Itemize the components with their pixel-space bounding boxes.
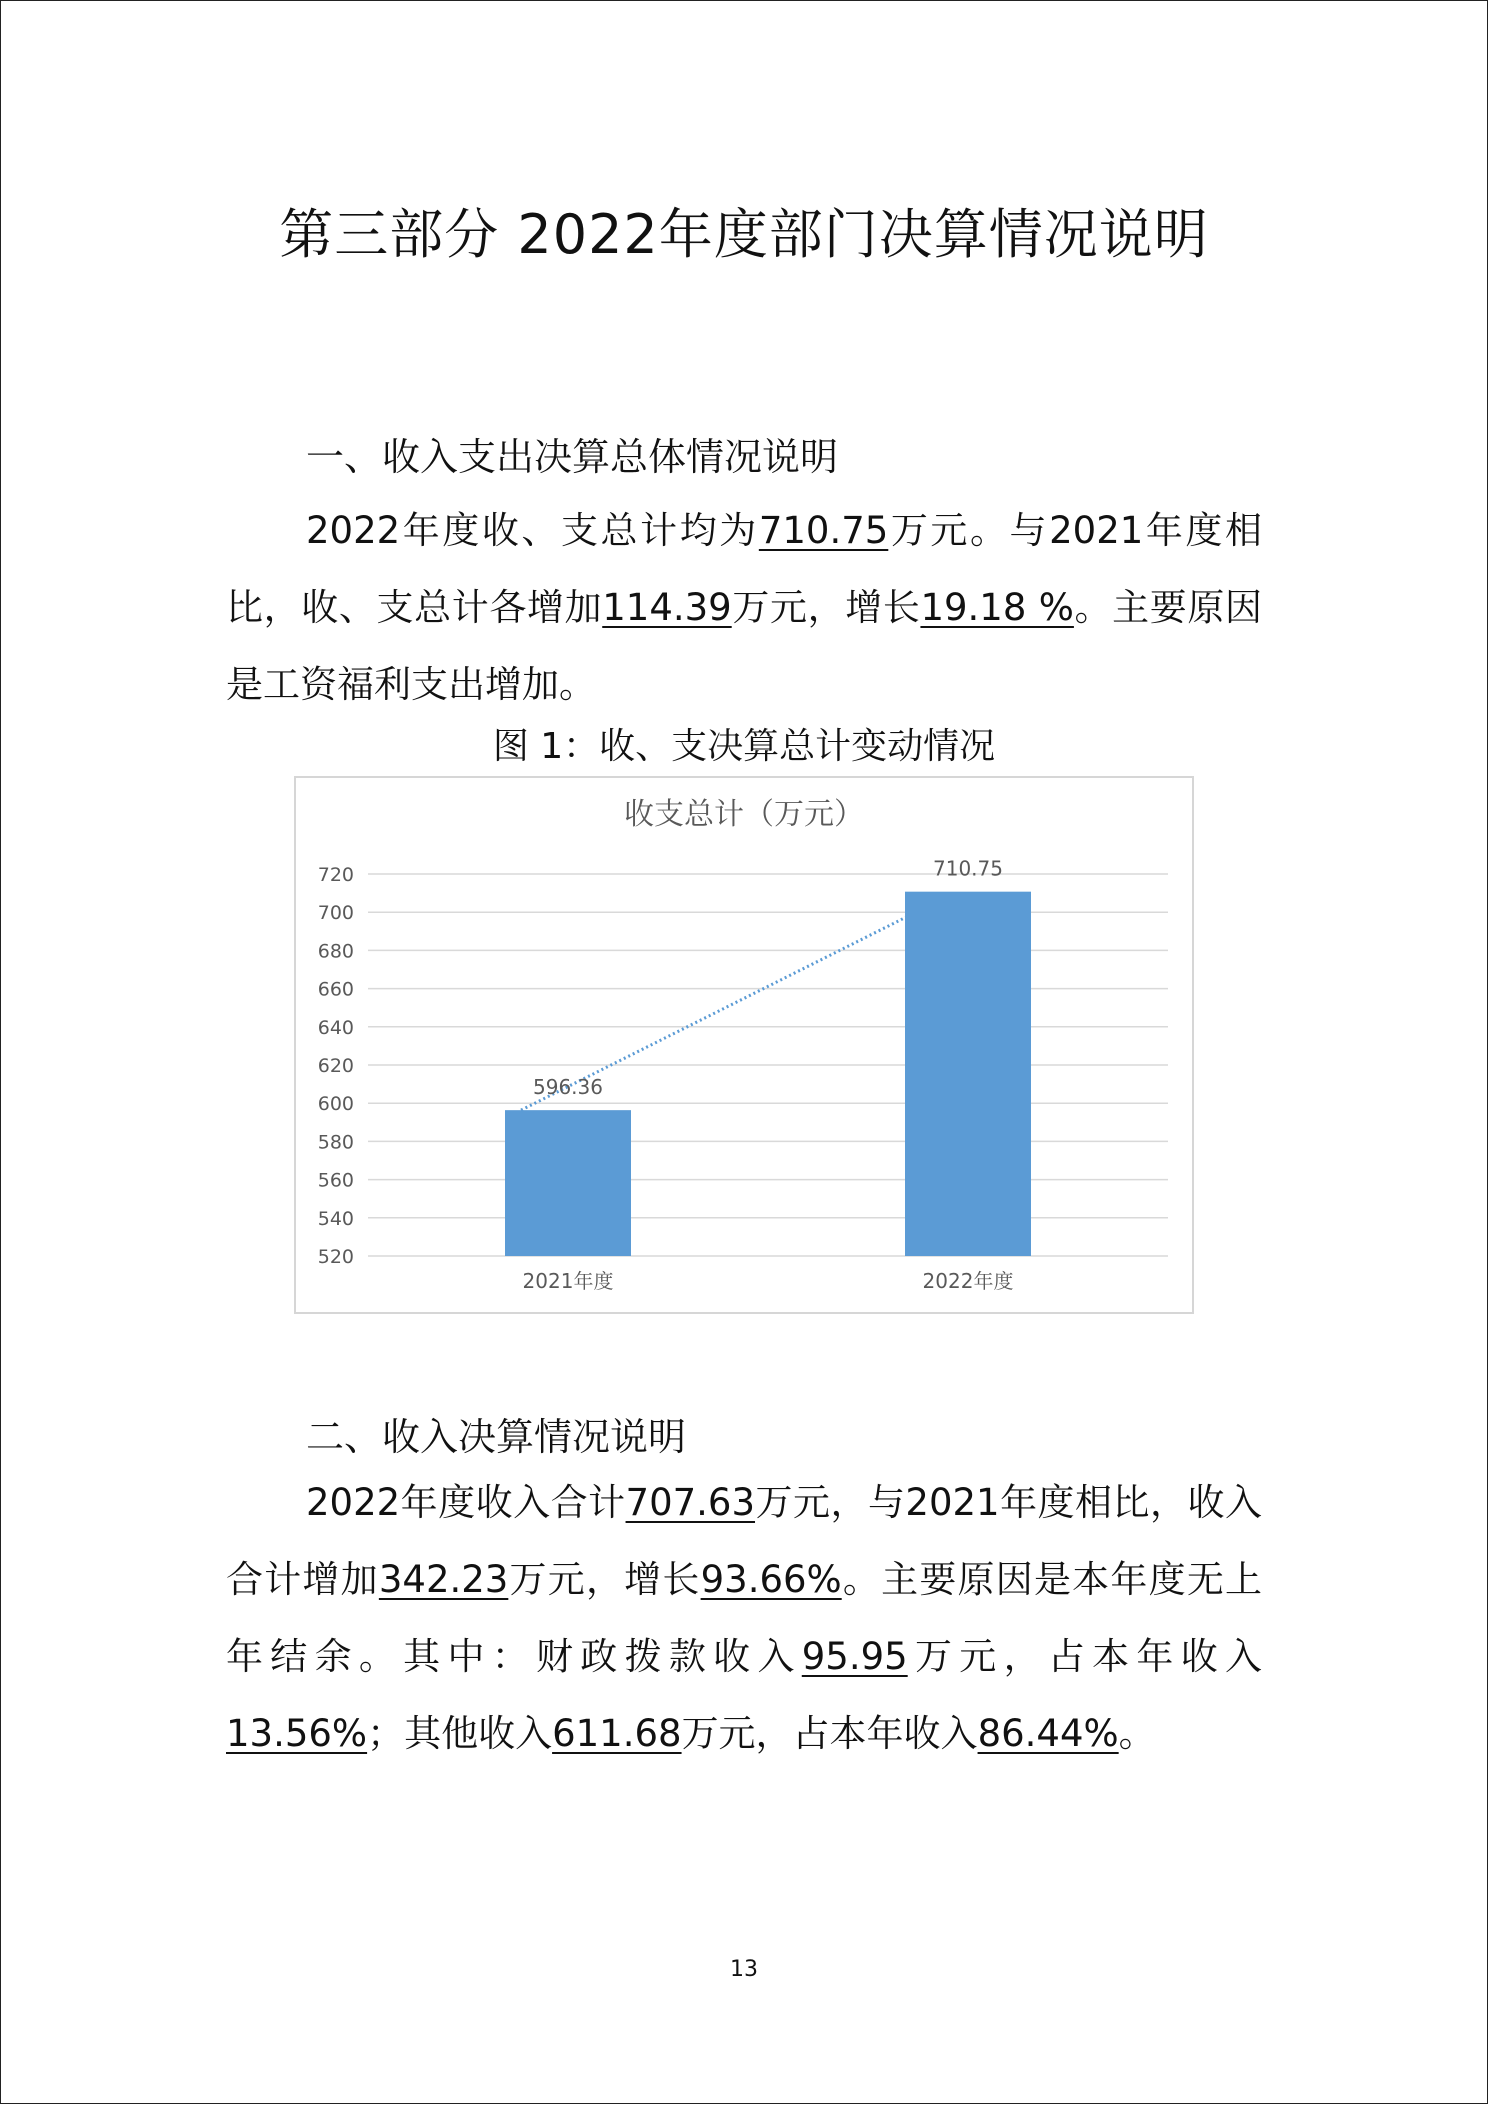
x-tick-label: 2021年度 — [522, 1269, 614, 1293]
section-2-paragraph: 2022年度收入合计707.63万元，与2021年度相比，收入合计增加342.23万元，增长93.66%。主要原因是本年度无上年结余。其中：财政拨款收入95.95万元，占本年收入13.56%；其他收入611.68万元，占本年收入86.44%。 — [226, 1481, 1263, 1755]
x-tick-label: 2022年度 — [922, 1269, 1014, 1293]
other-income-share: 86.44% — [977, 1712, 1119, 1755]
revenue-total-value: 707.63 — [625, 1481, 756, 1524]
y-tick-label: 680 — [317, 940, 354, 963]
data-label: 710.75 — [933, 856, 1003, 881]
revenue-growth-rate: 93.66% — [700, 1558, 842, 1601]
y-tick-label: 520 — [317, 1246, 354, 1268]
y-tick-label: 640 — [317, 1016, 354, 1039]
figure-caption: 图 1：收、支决算总计变动情况 — [492, 726, 996, 767]
section-1-paragraph: 2022年度收、支总计均为710.75万元。与2021年度相比，收、支总计各增加114.39万元，增长19.18 %。主要原因是工资福利支出增加。 — [226, 509, 1263, 706]
bar-1 — [505, 1110, 631, 1256]
data-label: 596.36 — [533, 1075, 603, 1100]
revenue-increase-value: 342.23 — [378, 1558, 509, 1601]
bar-2 — [905, 892, 1031, 1256]
y-tick-label: 560 — [317, 1169, 354, 1192]
total-value: 710.75 — [758, 509, 889, 552]
growth-rate: 19.18 % — [920, 586, 1074, 629]
y-tick-label: 540 — [317, 1207, 354, 1230]
bar-chart — [296, 778, 1192, 1312]
page-number: 13 — [730, 1957, 758, 1982]
other-income-value: 611.68 — [552, 1712, 682, 1755]
chart-container — [294, 776, 1194, 1314]
chart-title: 收支总计（万元） — [624, 797, 864, 832]
page-title: 第三部分 2022年度部门决算情况说明 — [279, 203, 1209, 266]
y-tick-label: 720 — [317, 864, 354, 886]
fiscal-appropriation-share: 13.56% — [226, 1712, 368, 1755]
y-tick-label: 600 — [317, 1093, 354, 1116]
y-tick-label: 620 — [317, 1055, 354, 1077]
increase-value: 114.39 — [602, 586, 732, 629]
section-2-heading: 二、收入决算情况说明 — [306, 1415, 687, 1459]
y-tick-label: 580 — [317, 1131, 354, 1154]
y-tick-label: 700 — [317, 902, 354, 925]
y-tick-label: 660 — [317, 978, 354, 1001]
section-1-heading: 一、收入支出决算总体情况说明 — [306, 435, 839, 479]
fiscal-appropriation-value: 95.95 — [801, 1635, 908, 1678]
